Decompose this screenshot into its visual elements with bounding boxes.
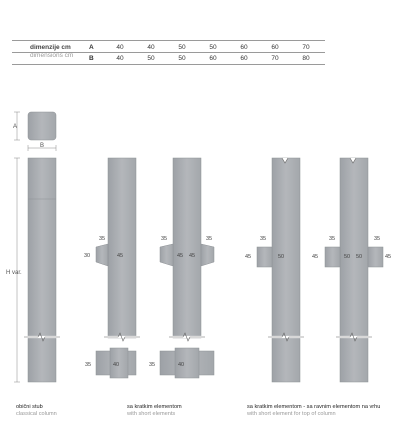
label-a: A	[13, 124, 18, 130]
dim-35: 35	[260, 236, 267, 242]
label-height: H var.	[6, 270, 22, 276]
dim-40: 40	[113, 362, 120, 368]
dim-35: 35	[149, 362, 156, 368]
column-double-short-element	[173, 158, 201, 338]
table-cell: 80	[302, 55, 310, 62]
caption-line: with short elements	[127, 411, 176, 417]
caption-line: sa kratkim elementom - sa ravnim elementom na vrhu	[247, 404, 381, 410]
column-section	[28, 112, 56, 140]
table-cell: 60	[271, 44, 279, 51]
dim-35: 35	[161, 236, 168, 242]
caption-short-element	[127, 404, 182, 418]
dim-50: 50	[356, 254, 363, 260]
table-cell: 50	[178, 44, 186, 51]
caption-line: with short element for top of column	[247, 411, 336, 417]
dim-40: 40	[178, 362, 185, 368]
table-row-key-b: B	[89, 55, 94, 62]
column-short-element	[108, 158, 136, 338]
column-top-element	[272, 158, 300, 382]
column-top-double-element	[340, 158, 368, 382]
dim-45: 45	[245, 254, 252, 260]
caption-classical-column	[16, 404, 57, 418]
dim-35: 35	[85, 362, 92, 368]
table-cell: 40	[147, 44, 155, 51]
table-cell: 70	[302, 44, 310, 51]
caption-line: sa kratkim elementom	[127, 404, 182, 410]
table-cell: 50	[147, 55, 155, 62]
label-b: B	[40, 143, 45, 149]
table-cell: 70	[271, 55, 279, 62]
dim-45: 45	[189, 253, 196, 259]
dim-45: 45	[385, 254, 392, 260]
dim-35: 35	[99, 236, 106, 242]
table-title: dimenzije cm	[30, 44, 71, 51]
table-subtitle: dimensions cm	[30, 52, 74, 59]
dim-30: 30	[84, 253, 91, 259]
table-cell: 60	[240, 44, 248, 51]
dim-45: 45	[177, 253, 184, 259]
dim-35: 35	[206, 236, 213, 242]
dim-45: 45	[117, 253, 124, 259]
table-row-key-a: A	[89, 44, 94, 51]
dim-50: 50	[278, 254, 285, 260]
caption-top-element	[247, 404, 397, 418]
caption-line: classical column	[16, 411, 57, 417]
table-cell: 60	[209, 55, 217, 62]
dim-35: 35	[329, 236, 336, 242]
dim-35: 35	[374, 236, 381, 242]
dim-50: 50	[344, 254, 351, 260]
table-cell: 60	[240, 55, 248, 62]
table-cell: 50	[209, 44, 217, 51]
dim-45: 45	[312, 254, 319, 260]
table-cell: 40	[116, 44, 124, 51]
classical-column	[28, 158, 56, 382]
caption-line: obični stub	[16, 404, 43, 410]
table-cell: 50	[178, 55, 186, 62]
table-cell: 40	[116, 55, 124, 62]
